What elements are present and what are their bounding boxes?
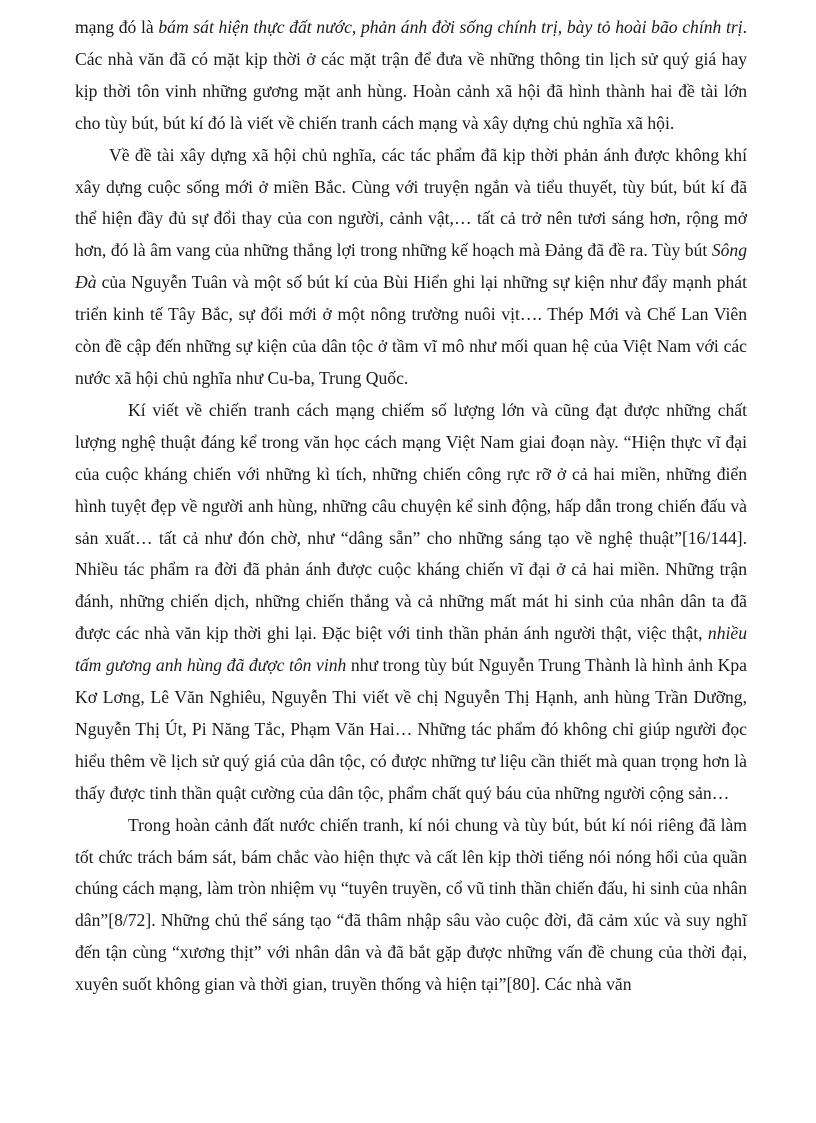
document-page	[75, 12, 747, 1001]
paragraph-1	[75, 12, 747, 140]
paragraph-3-text-continued: như trong tùy bút Nguyễn Trung Thành là hình ảnh Kpa Kơ Lơng, Lê Văn Nghiêu, Nguyễn Thi viết về chị Nguyễn Thị Hạnh, anh hùng Trần Dưỡng, Nguyễn Thị Út, Pi Năng Tắc, Phạm Văn Hai… Những tác phẩm đó không chỉ giúp người đọc hiểu thêm về lịch sử quý giá của dân tộc, có được những tư liệu cần thiết mà quan trọng hơn là thấy được tinh thần quật cường của dân tộc, phẩm chất quý báu của những người cộng sản…	[75, 655, 747, 803]
paragraph-3-italic-phrase: nhiều tấm gương anh hùng đã được tôn vinh	[75, 623, 747, 676]
paragraph-2	[75, 140, 747, 395]
paragraph-4-text: Trong hoàn cảnh đất nước chiến tranh, kí nói chung và tùy bút, bút kí nói riêng đã làm tốt chức trách bám sát, bám chắc vào hiện thực và cất lên kịp thời tiếng nói nóng hổi của quần chúng cách mạng, làm tròn nhiệm vụ “tuyên truyền, cổ vũ tinh thần chiến đấu, hi sinh của nhân dân”[8/72]. Những chủ thể sáng tạo “đã thâm nhập sâu vào cuộc đời, đã cảm xúc và suy nghĩ đến tận cùng “xương thịt” với nhân dân và đã bắt gặp được những vấn đề chung của thời đại, xuyên suốt không gian và thời gian, truyền thống và hiện tại”[80]. Các nhà văn	[75, 814, 747, 995]
paragraph-1-italic-phrase: bám sát hiện thực đất nước, phản ánh đời sống chính trị, bày tỏ hoài bão chính trị	[158, 17, 743, 37]
paragraph-4	[75, 810, 747, 1001]
paragraph-2-text: Về đề tài xây dựng xã hội chủ nghĩa, các tác phẩm đã kịp thời phản ánh được không khí xây dựng cuộc sống mới ở miền Bắc. Cùng với truyện ngắn và tiểu thuyết, tùy bút, bút kí đã thể hiện đầy đủ sự đổi thay của con người, cảnh vật,… tất cả trở nên tươi sáng hơn, rộng mở hơn, đó là âm vang của những thắng lợi trong những kế hoạch mà Đảng đã đề ra. Tùy bút	[75, 144, 747, 261]
paragraph-1-text: mạng đó là	[75, 17, 159, 37]
paragraph-2-text-continued: của Nguyễn Tuân và một số bút kí của Bùi Hiển ghi lại những sự kiện như đẩy mạnh phát triển kinh tế Tây Bắc, sự đổi mới ở một nông trường nuôi vịt…. Thép Mới và Chế Lan Viên còn đề cập đến những sự kiện của dân tộc ở tầm vĩ mô như mối quan hệ của Việt Nam với các nước xã hội chủ nghĩa như Cu-ba, Trung Quốc.	[75, 272, 747, 388]
paragraph-3	[75, 395, 747, 810]
paragraph-3-text: Kí viết về chiến tranh cách mạng chiếm số lượng lớn và cũng đạt được những chất lượng nghệ thuật đáng kể trong văn học cách mạng Việt Nam giai đoạn này. “Hiện thực vĩ đại của cuộc kháng chiến với những kì tích, những chiến công rực rỡ ở cả hai miền, những điển hình tuyệt đẹp về người anh hùng, những câu chuyện kể sinh động, hấp dẫn trong chiến đấu và sản xuất… tất cả như đón chờ, như “dâng sẵn” cho những sáng tạo về nghệ thuật”[16/144]. Nhiều tác phẩm ra đời đã phản ánh được cuộc kháng chiến vĩ đại ở cả hai miền. Những trận đánh, những chiến dịch, những chiến thắng và cả những mất mát hi sinh của nhân dân ta đã được các nhà văn kịp thời ghi lại. Đặc biệt với tinh thần phản ánh người thật, việc thật,	[75, 399, 747, 644]
paragraph-2-work-title: Sông Đà	[75, 240, 747, 293]
paragraph-1-text-continued: . Các nhà văn đã có mặt kịp thời ở các mặt trận để đưa về những thông tin lịch sử quý giá hay kịp thời tôn vinh những gương mặt anh hùng. Hoàn cảnh xã hội đã hình thành hai đề tài lớn cho tùy bút, bút kí đó là viết về chiến tranh cách mạng và xây dựng chủ nghĩa xã hội.	[75, 17, 747, 133]
